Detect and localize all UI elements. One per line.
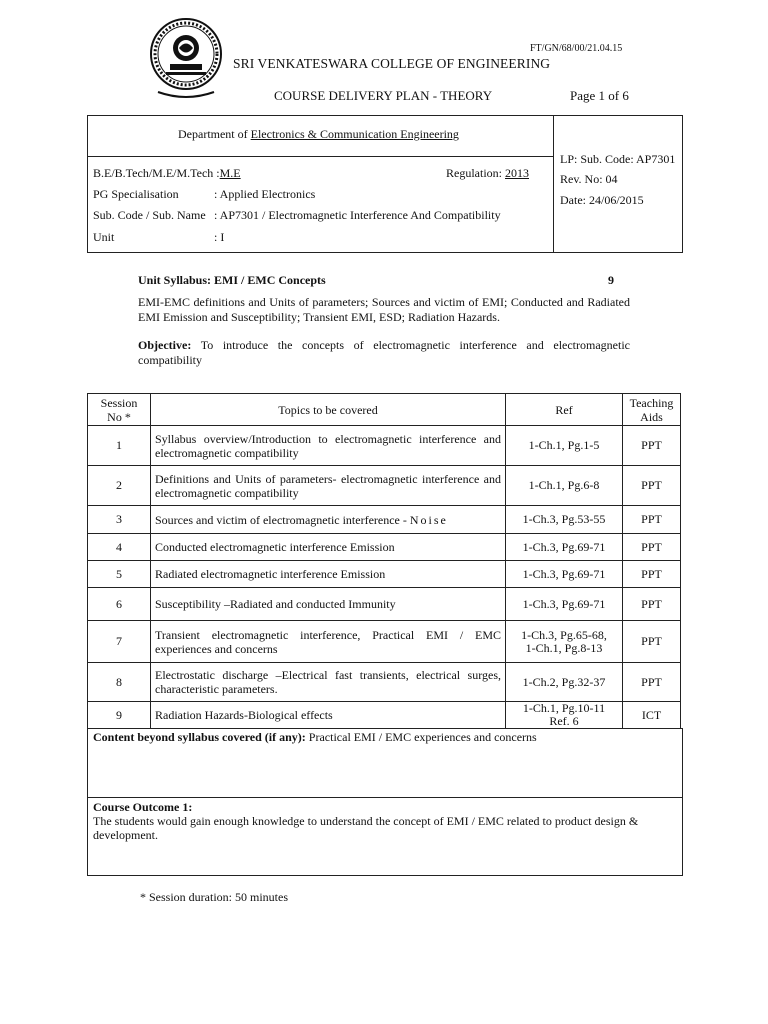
unit-value: : I bbox=[214, 230, 225, 244]
session-topic: Syllabus overview/Introduction to electromagnetic interference and electromagnetic compatibility bbox=[151, 426, 506, 466]
header-topics: Topics to be covered bbox=[151, 394, 506, 426]
table-row bbox=[88, 621, 681, 663]
session-number: 8 bbox=[88, 663, 151, 702]
session-aid: ICT bbox=[623, 702, 681, 729]
regulation-line bbox=[446, 166, 529, 181]
session-aid: PPT bbox=[623, 426, 681, 466]
session-number: 1 bbox=[88, 426, 151, 466]
table-row bbox=[88, 588, 681, 621]
document-code: FT/GN/68/00/21.04.15 bbox=[530, 43, 623, 54]
header-ref: Ref bbox=[506, 394, 623, 426]
table-row bbox=[88, 702, 681, 729]
table-row bbox=[88, 663, 681, 702]
session-topic: Electrostatic discharge –Electrical fast transients, electrical surges, characteristic parameters. bbox=[151, 663, 506, 702]
session-topic-extra: Noise bbox=[409, 512, 448, 527]
session-number: 5 bbox=[88, 561, 151, 588]
session-topic: Sources and victim of electromagnetic interference - bbox=[155, 512, 407, 527]
session-duration-note: * Session duration: 50 minutes bbox=[140, 890, 288, 904]
syllabus-text: EMI-EMC definitions and Units of parameters; Sources and victim of EMI; Conducted and Radiated EMI Emission and Susceptibility; Transient EMI, ESD; Radiation Hazards. bbox=[138, 295, 630, 324]
degree-value: M.E bbox=[219, 166, 241, 180]
subject-value: : AP7301 / Electromagnetic Interference And Compatibility bbox=[214, 208, 501, 222]
department-prefix: Department of bbox=[178, 127, 251, 141]
session-ref: 1-Ch.3, Pg.69-71 bbox=[506, 534, 623, 561]
course-outcome-text: The students would gain enough knowledge to understand the concept of EMI / EMC related to product design & development. bbox=[93, 814, 639, 842]
unit-hours: 9 bbox=[608, 273, 614, 287]
session-number: 2 bbox=[88, 466, 151, 506]
divider bbox=[87, 156, 554, 157]
session-aid: PPT bbox=[623, 561, 681, 588]
unit-label: Unit bbox=[93, 230, 115, 244]
lp-subject-code: LP: Sub. Code: AP7301 bbox=[560, 152, 676, 166]
session-table bbox=[87, 393, 681, 729]
header-aids: Teaching Aids bbox=[623, 394, 681, 426]
beyond-syllabus bbox=[93, 730, 537, 745]
session-ref: 1-Ch.2, Pg.32-37 bbox=[506, 663, 623, 702]
session-ref-cell bbox=[506, 621, 623, 663]
department-line bbox=[178, 127, 459, 142]
header-session: Session No * bbox=[88, 394, 151, 426]
college-name: SRI VENKATESWARA COLLEGE OF ENGINEERING bbox=[233, 56, 551, 71]
session-topic: Radiated electromagnetic interference Emission bbox=[151, 561, 506, 588]
session-ref: 1-Ch.3, Pg.65-68, bbox=[521, 627, 607, 642]
session-aid: PPT bbox=[623, 621, 681, 663]
regulation-label: Regulation: bbox=[446, 166, 505, 180]
page-number: Page 1 of 6 bbox=[570, 88, 629, 103]
table-row bbox=[88, 426, 681, 466]
session-number: 6 bbox=[88, 588, 151, 621]
objective bbox=[138, 338, 630, 368]
session-ref: 1-Ch.1, Pg.1-5 bbox=[506, 426, 623, 466]
pg-value: : Applied Electronics bbox=[214, 187, 316, 201]
table-row bbox=[88, 561, 681, 588]
session-aid: PPT bbox=[623, 506, 681, 534]
session-topic-cell bbox=[151, 506, 506, 534]
subject-label: Sub. Code / Sub. Name bbox=[93, 208, 206, 222]
objective-label: Objective: bbox=[138, 338, 192, 352]
divider bbox=[553, 115, 554, 253]
session-ref: 1-Ch.3, Pg.53-55 bbox=[506, 506, 623, 534]
session-ref: 1-Ch.3, Pg.69-71 bbox=[506, 588, 623, 621]
unit-syllabus-title: Unit Syllabus: EMI / EMC Concepts bbox=[138, 273, 326, 287]
table-row bbox=[88, 506, 681, 534]
session-number: 3 bbox=[88, 506, 151, 534]
session-aid: PPT bbox=[623, 588, 681, 621]
college-seal-logo bbox=[148, 12, 224, 100]
plan-title: COURSE DELIVERY PLAN - THEORY bbox=[274, 88, 493, 103]
revision-date: Date: 24/06/2015 bbox=[560, 193, 644, 207]
table-header-row bbox=[88, 394, 681, 426]
degree-line bbox=[93, 166, 241, 181]
degree-label: B.E/B.Tech/M.E/M.Tech : bbox=[93, 166, 220, 180]
session-ref: 1-Ch.1, Pg.6-8 bbox=[506, 466, 623, 506]
session-topic: Transient electromagnetic interference, Practical EMI / EMC experiences and concerns bbox=[151, 621, 506, 663]
session-ref: 1-Ch.1, Pg.10-11 bbox=[522, 701, 606, 715]
session-aid: PPT bbox=[623, 663, 681, 702]
session-topic: Radiation Hazards-Biological effects bbox=[151, 702, 506, 729]
session-topic: Definitions and Units of parameters- electromagnetic interference and electromagnetic compatibility bbox=[151, 466, 506, 506]
beyond-label: Content beyond syllabus covered (if any): bbox=[93, 730, 306, 744]
session-number: 4 bbox=[88, 534, 151, 561]
session-ref-cell bbox=[506, 702, 623, 729]
objective-text: To introduce the concepts of electromagnetic interference and electromagnetic compatibility bbox=[138, 338, 630, 367]
session-aid: PPT bbox=[623, 466, 681, 506]
session-number: 9 bbox=[88, 702, 151, 729]
session-topic: Conducted electromagnetic interference Emission bbox=[151, 534, 506, 561]
department-name: Electronics & Communication Engineering bbox=[250, 127, 459, 141]
beyond-text: Practical EMI / EMC experiences and concerns bbox=[305, 730, 537, 744]
course-outcome-title: Course Outcome 1: bbox=[93, 800, 193, 814]
table-row bbox=[88, 534, 681, 561]
regulation-value: 2013 bbox=[505, 166, 529, 180]
table-row bbox=[88, 466, 681, 506]
session-ref-2: 1-Ch.1, Pg.8-13 bbox=[525, 640, 603, 655]
session-topic: Susceptibility –Radiated and conducted Immunity bbox=[151, 588, 506, 621]
session-ref: 1-Ch.3, Pg.69-71 bbox=[506, 561, 623, 588]
revision-number: Rev. No: 04 bbox=[560, 172, 618, 186]
session-ref-2: Ref. 6 bbox=[549, 714, 579, 728]
session-aid: PPT bbox=[623, 534, 681, 561]
pg-label: PG Specialisation bbox=[93, 187, 179, 201]
session-number: 7 bbox=[88, 621, 151, 663]
